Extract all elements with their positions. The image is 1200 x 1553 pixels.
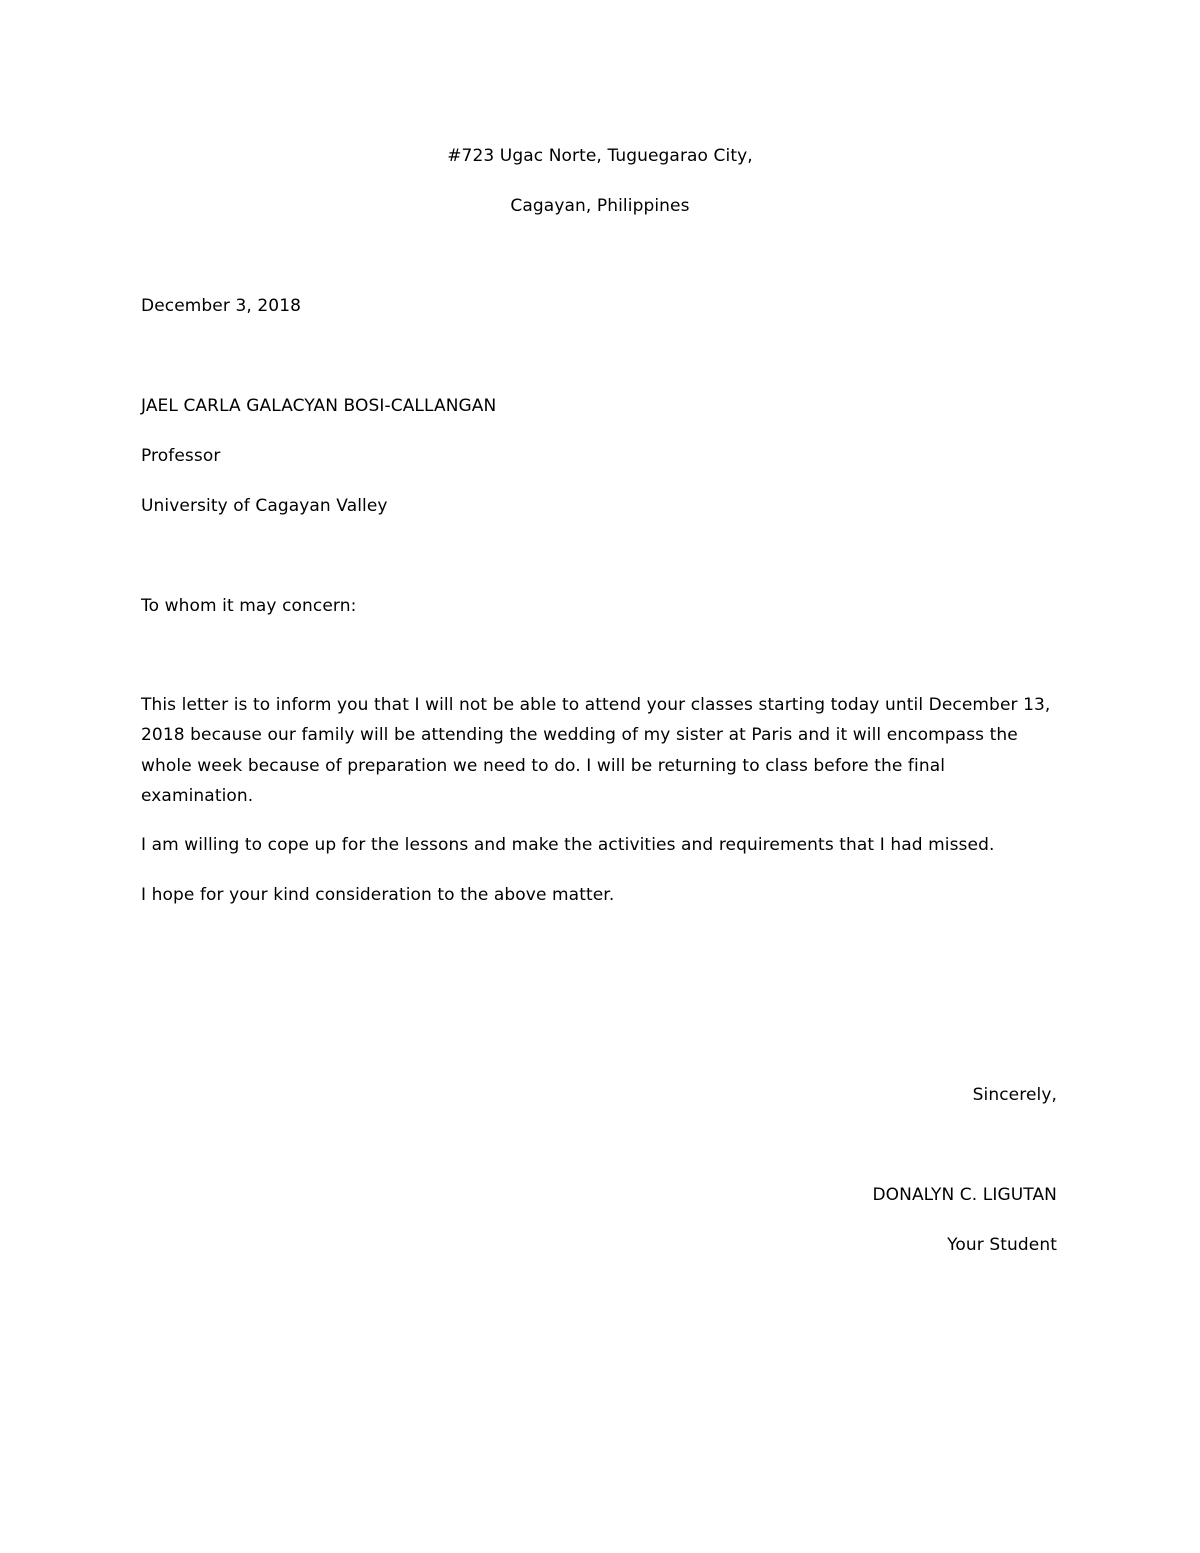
letter-date: December 3, 2018 xyxy=(141,296,302,316)
body-paragraph-1-line-3: whole week because of preparation we need to do. I will be returning to class before the final xyxy=(141,756,946,776)
body-paragraph-1-line-2: 2018 because our family will be attending the wedding of my sister at Paris and it will encompass the xyxy=(141,725,1018,745)
body-paragraph-1-line-1: This letter is to inform you that I will not be able to attend your classes starting today until December 13, xyxy=(141,695,1051,715)
sender-address-line-2: Cagayan, Philippines xyxy=(510,196,690,216)
sender-address-line-1: #723 Ugac Norte, Tuguegarao City, xyxy=(447,146,753,166)
body-paragraph-1-line-4: examination. xyxy=(141,786,254,806)
salutation: To whom it may concern: xyxy=(141,596,357,616)
signer-name: DONALYN C. LIGUTAN xyxy=(872,1185,1057,1205)
recipient-name: JAEL CARLA GALACYAN BOSI-CALLANGAN xyxy=(141,396,497,416)
valediction: Sincerely, xyxy=(972,1085,1057,1105)
body-paragraph-2: I am willing to cope up for the lessons and make the activities and requirements that I had missed. xyxy=(141,835,995,855)
recipient-title: Professor xyxy=(141,446,221,466)
recipient-institution: University of Cagayan Valley xyxy=(141,496,388,516)
body-paragraph-3: I hope for your kind consideration to the above matter. xyxy=(141,885,615,905)
signer-role: Your Student xyxy=(947,1235,1057,1255)
